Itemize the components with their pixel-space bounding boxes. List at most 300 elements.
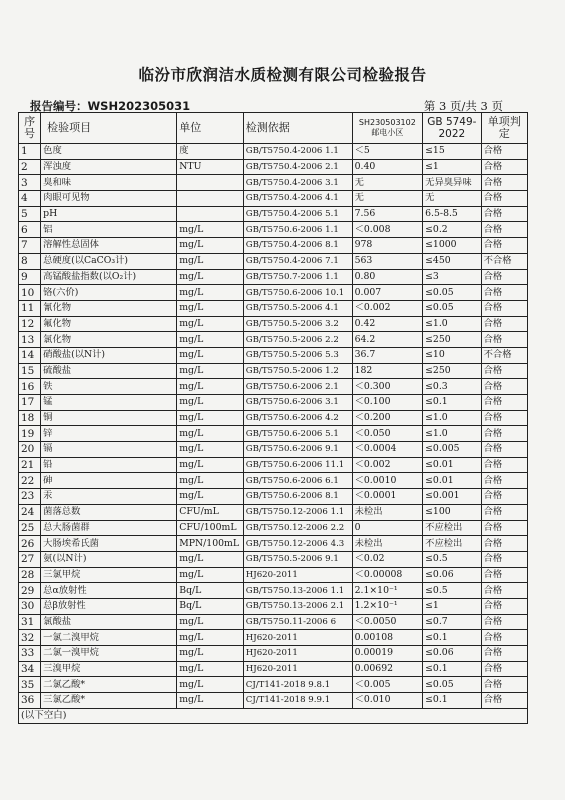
cell-seq: 33: [19, 646, 41, 662]
cell-unit: mg/L: [177, 379, 244, 395]
cell-limit: ≤1.0: [423, 426, 481, 442]
cell-judgment: 合格: [481, 457, 527, 473]
cell-limit: ≤0.7: [423, 614, 481, 630]
report-number: 报告编号：WSH202305031: [30, 99, 191, 113]
cell-basis: GB/T5750.6-2006 5.1: [243, 426, 352, 442]
cell-unit: mg/L: [177, 630, 244, 646]
cell-limit: ≤0.5: [423, 583, 481, 599]
cell-limit: ≤100: [423, 504, 481, 520]
cell-basis: GB/T5750.5-2006 5.3: [243, 347, 352, 363]
cell-basis: GB/T5750.4-2006 2.1: [243, 159, 352, 175]
cell-basis: GB/T5750.13-2006 2.1: [243, 598, 352, 614]
table-row: [19, 144, 528, 160]
cell-seq: 23: [19, 489, 41, 505]
table-row: [19, 489, 528, 505]
cell-result: ＜0.300: [352, 379, 423, 395]
cell-limit: ≤0.05: [423, 285, 481, 301]
cell-limit: ≤0.1: [423, 630, 481, 646]
cell-basis: GB/T5750.6-2006 1.1: [243, 222, 352, 238]
cell-judgment: 合格: [481, 598, 527, 614]
cell-item: 铬(六价): [41, 285, 177, 301]
table-header-row: [19, 113, 528, 144]
cell-item: 铝: [41, 222, 177, 238]
cell-judgment: 合格: [481, 693, 527, 709]
cell-basis: GB/T5750.6-2006 6.1: [243, 473, 352, 489]
cell-judgment: 合格: [481, 661, 527, 677]
cell-basis: GB/T5750.5-2006 1.2: [243, 363, 352, 379]
cell-item: 二氯一溴甲烷: [41, 646, 177, 662]
cell-seq: 29: [19, 583, 41, 599]
cell-judgment: 合格: [481, 175, 527, 191]
cell-result: 0.40: [352, 159, 423, 175]
table-row: [19, 395, 528, 411]
cell-limit: ≤0.05: [423, 677, 481, 693]
cell-unit: NTU: [177, 159, 244, 175]
cell-seq: 22: [19, 473, 41, 489]
cell-item: 硫酸盐: [41, 363, 177, 379]
cell-item: 总β放射性: [41, 598, 177, 614]
blank-below-note: (以下空白): [19, 708, 528, 724]
cell-unit: [177, 206, 244, 222]
cell-basis: CJ/T141-2018 9.9.1: [243, 693, 352, 709]
cell-seq: 36: [19, 693, 41, 709]
cell-item: 臭和味: [41, 175, 177, 191]
cell-limit: 不应检出: [423, 520, 481, 536]
cell-limit: ≤15: [423, 144, 481, 160]
report-title: 临汾市欣润洁水质检测有限公司检验报告: [138, 66, 427, 84]
page-indicator: 第 3 页/共 3 页: [423, 99, 503, 113]
header-seq: 序号: [19, 113, 41, 144]
cell-judgment: 合格: [481, 504, 527, 520]
cell-judgment: 合格: [481, 269, 527, 285]
cell-unit: mg/L: [177, 285, 244, 301]
cell-limit: ≤0.06: [423, 646, 481, 662]
cell-judgment: 合格: [481, 316, 527, 332]
cell-seq: 7: [19, 238, 41, 254]
cell-basis: GB/T5750.5-2006 9.1: [243, 551, 352, 567]
cell-unit: CFU/mL: [177, 504, 244, 520]
cell-result: 0: [352, 520, 423, 536]
cell-unit: mg/L: [177, 473, 244, 489]
cell-item: 汞: [41, 489, 177, 505]
cell-seq: 9: [19, 269, 41, 285]
header-basis: 检测依据: [243, 113, 352, 144]
cell-unit: mg/L: [177, 567, 244, 583]
cell-unit: mg/L: [177, 410, 244, 426]
table-row: [19, 442, 528, 458]
cell-result: 0.007: [352, 285, 423, 301]
cell-item: 氟化物: [41, 316, 177, 332]
cell-unit: mg/L: [177, 395, 244, 411]
cell-basis: GB/T5750.4-2006 8.1: [243, 238, 352, 254]
cell-judgment: 不合格: [481, 347, 527, 363]
cell-item: pH: [41, 206, 177, 222]
cell-basis: GB/T5750.7-2006 1.1: [243, 269, 352, 285]
cell-seq: 20: [19, 442, 41, 458]
cell-limit: ≤1.0: [423, 410, 481, 426]
cell-judgment: 合格: [481, 395, 527, 411]
cell-unit: mg/L: [177, 442, 244, 458]
cell-seq: 1: [19, 144, 41, 160]
cell-limit: ≤0.1: [423, 693, 481, 709]
cell-basis: GB/T5750.12-2006 4.3: [243, 536, 352, 552]
cell-judgment: 合格: [481, 222, 527, 238]
cell-item: 铁: [41, 379, 177, 395]
cell-limit: ≤0.06: [423, 567, 481, 583]
sample-location: 邮电小区: [371, 128, 404, 137]
table-row: [19, 677, 528, 693]
cell-limit: 不应检出: [423, 536, 481, 552]
cell-judgment: 合格: [481, 489, 527, 505]
cell-limit: ≤3: [423, 269, 481, 285]
cell-limit: ≤0.3: [423, 379, 481, 395]
cell-result: 0.00692: [352, 661, 423, 677]
cell-unit: mg/L: [177, 457, 244, 473]
cell-basis: GB/T5750.4-2006 7.1: [243, 253, 352, 269]
table-row: [19, 300, 528, 316]
cell-result: ＜5: [352, 144, 423, 160]
cell-seq: 15: [19, 363, 41, 379]
cell-limit: 无异臭异味: [423, 175, 481, 191]
cell-result: 无: [352, 175, 423, 191]
table-row: [19, 410, 528, 426]
cell-judgment: 合格: [481, 332, 527, 348]
cell-limit: 6.5-8.5: [423, 206, 481, 222]
cell-unit: mg/L: [177, 222, 244, 238]
cell-item: 色度: [41, 144, 177, 160]
cell-item: 镉: [41, 442, 177, 458]
cell-result: ＜0.010: [352, 693, 423, 709]
cell-basis: GB/T5750.13-2006 1.1: [243, 583, 352, 599]
cell-limit: ≤1: [423, 598, 481, 614]
cell-result: ＜0.0004: [352, 442, 423, 458]
cell-judgment: 合格: [481, 646, 527, 662]
cell-item: 铅: [41, 457, 177, 473]
cell-item: 大肠埃希氏菌: [41, 536, 177, 552]
table-row: [19, 646, 528, 662]
cell-item: 溶解性总固体: [41, 238, 177, 254]
cell-unit: Bq/L: [177, 583, 244, 599]
cell-limit: ≤0.01: [423, 473, 481, 489]
cell-unit: mg/L: [177, 363, 244, 379]
cell-limit: ≤1: [423, 159, 481, 175]
cell-basis: HJ620-2011: [243, 567, 352, 583]
cell-basis: HJ620-2011: [243, 661, 352, 677]
cell-result: 182: [352, 363, 423, 379]
cell-unit: mg/L: [177, 347, 244, 363]
cell-result: ＜0.0050: [352, 614, 423, 630]
cell-basis: GB/T5750.6-2006 10.1: [243, 285, 352, 301]
table-row: [19, 363, 528, 379]
cell-basis: GB/T5750.5-2006 4.1: [243, 300, 352, 316]
cell-judgment: 合格: [481, 238, 527, 254]
cell-seq: 19: [19, 426, 41, 442]
cell-item: 氯化物: [41, 332, 177, 348]
table-row: [19, 473, 528, 489]
header-unit: 单位: [177, 113, 244, 144]
cell-unit: mg/L: [177, 661, 244, 677]
cell-result: 0.80: [352, 269, 423, 285]
cell-basis: GB/T5750.4-2006 5.1: [243, 206, 352, 222]
table-row: [19, 536, 528, 552]
table-row: [19, 222, 528, 238]
table-row: [19, 551, 528, 567]
footer-row: [19, 708, 528, 724]
cell-limit: ≤0.2: [423, 222, 481, 238]
cell-basis: GB/T5750.6-2006 11.1: [243, 457, 352, 473]
cell-result: ＜0.02: [352, 551, 423, 567]
cell-unit: mg/L: [177, 253, 244, 269]
header-item: 检验项目: [41, 113, 177, 144]
table-row: [19, 175, 528, 191]
cell-result: ＜0.050: [352, 426, 423, 442]
cell-judgment: 合格: [481, 285, 527, 301]
table-row: [19, 661, 528, 677]
cell-judgment: 合格: [481, 583, 527, 599]
cell-basis: GB/T5750.6-2006 8.1: [243, 489, 352, 505]
cell-item: 氯酸盐: [41, 614, 177, 630]
table-row: [19, 630, 528, 646]
header-sample: [352, 113, 423, 144]
cell-judgment: 合格: [481, 159, 527, 175]
cell-basis: GB/T5750.6-2006 9.1: [243, 442, 352, 458]
cell-seq: 26: [19, 536, 41, 552]
cell-result: 978: [352, 238, 423, 254]
cell-unit: mg/L: [177, 269, 244, 285]
cell-item: 一氯二溴甲烷: [41, 630, 177, 646]
table-row: [19, 504, 528, 520]
cell-result: ＜0.005: [352, 677, 423, 693]
cell-basis: GB/T5750.6-2006 3.1: [243, 395, 352, 411]
cell-judgment: 合格: [481, 520, 527, 536]
cell-item: 总α放射性: [41, 583, 177, 599]
cell-unit: mg/L: [177, 489, 244, 505]
cell-seq: 30: [19, 598, 41, 614]
sample-id: SH230503102: [358, 118, 416, 127]
cell-seq: 31: [19, 614, 41, 630]
cell-item: 二氯乙酸*: [41, 677, 177, 693]
cell-limit: ≤0.5: [423, 551, 481, 567]
table-row: [19, 583, 528, 599]
cell-unit: [177, 175, 244, 191]
cell-seq: 6: [19, 222, 41, 238]
table-row: [19, 457, 528, 473]
cell-judgment: 合格: [481, 630, 527, 646]
cell-result: 0.00108: [352, 630, 423, 646]
cell-result: ＜0.200: [352, 410, 423, 426]
cell-result: ＜0.002: [352, 457, 423, 473]
table-row: [19, 567, 528, 583]
table-row: [19, 159, 528, 175]
cell-limit: 无: [423, 191, 481, 207]
cell-limit: ≤0.001: [423, 489, 481, 505]
cell-seq: 35: [19, 677, 41, 693]
cell-basis: GB/T5750.12-2006 1.1: [243, 504, 352, 520]
cell-item: 氰化物: [41, 300, 177, 316]
cell-unit: mg/L: [177, 614, 244, 630]
cell-seq: 18: [19, 410, 41, 426]
cell-item: 总硬度(以CaCO₃计): [41, 253, 177, 269]
cell-basis: GB/T5750.11-2006 6: [243, 614, 352, 630]
cell-item: 氨(以N计): [41, 551, 177, 567]
cell-unit: 度: [177, 144, 244, 160]
cell-seq: 5: [19, 206, 41, 222]
cell-item: 菌落总数: [41, 504, 177, 520]
cell-seq: 25: [19, 520, 41, 536]
cell-item: 总大肠菌群: [41, 520, 177, 536]
cell-seq: 17: [19, 395, 41, 411]
cell-result: 无: [352, 191, 423, 207]
cell-limit: ≤0.01: [423, 457, 481, 473]
cell-limit: ≤250: [423, 332, 481, 348]
cell-unit: mg/L: [177, 238, 244, 254]
cell-result: 未检出: [352, 536, 423, 552]
table-row: [19, 206, 528, 222]
cell-seq: 14: [19, 347, 41, 363]
cell-judgment: 合格: [481, 300, 527, 316]
cell-basis: CJ/T141-2018 9.8.1: [243, 677, 352, 693]
cell-result: 563: [352, 253, 423, 269]
cell-judgment: 合格: [481, 442, 527, 458]
cell-item: 锰: [41, 395, 177, 411]
header-standard: GB 5749-2022: [423, 113, 481, 144]
cell-result: ＜0.002: [352, 300, 423, 316]
cell-unit: mg/L: [177, 693, 244, 709]
cell-basis: GB/T5750.4-2006 1.1: [243, 144, 352, 160]
cell-limit: ≤1.0: [423, 316, 481, 332]
cell-judgment: 合格: [481, 379, 527, 395]
cell-basis: HJ620-2011: [243, 630, 352, 646]
cell-result: 7.56: [352, 206, 423, 222]
cell-item: 高锰酸盐指数(以O₂计): [41, 269, 177, 285]
cell-judgment: 合格: [481, 426, 527, 442]
cell-judgment: 合格: [481, 144, 527, 160]
cell-result: 1.2×10⁻¹: [352, 598, 423, 614]
table-row: [19, 238, 528, 254]
cell-basis: GB/T5750.4-2006 4.1: [243, 191, 352, 207]
table-row: [19, 191, 528, 207]
cell-limit: ≤250: [423, 363, 481, 379]
cell-unit: mg/L: [177, 426, 244, 442]
cell-result: 未检出: [352, 504, 423, 520]
cell-basis: GB/T5750.4-2006 3.1: [243, 175, 352, 191]
cell-judgment: 合格: [481, 614, 527, 630]
cell-item: 三溴甲烷: [41, 661, 177, 677]
cell-item: 三氯甲烷: [41, 567, 177, 583]
cell-basis: HJ620-2011: [243, 646, 352, 662]
cell-basis: GB/T5750.6-2006 4.2: [243, 410, 352, 426]
cell-result: 36.7: [352, 347, 423, 363]
cell-unit: [177, 191, 244, 207]
cell-seq: 2: [19, 159, 41, 175]
cell-judgment: 合格: [481, 551, 527, 567]
cell-limit: ≤0.005: [423, 442, 481, 458]
table-row: [19, 269, 528, 285]
cell-limit: ≤10: [423, 347, 481, 363]
cell-item: 锌: [41, 426, 177, 442]
cell-unit: mg/L: [177, 646, 244, 662]
cell-result: ＜0.0010: [352, 473, 423, 489]
table-row: [19, 253, 528, 269]
cell-judgment: 合格: [481, 191, 527, 207]
header-judgment: 单项判定: [481, 113, 527, 144]
cell-seq: 4: [19, 191, 41, 207]
cell-unit: CFU/100mL: [177, 520, 244, 536]
table-row: [19, 426, 528, 442]
inspection-table: [18, 112, 528, 724]
cell-judgment: 合格: [481, 206, 527, 222]
cell-result: ＜0.00008: [352, 567, 423, 583]
cell-result: 64.2: [352, 332, 423, 348]
cell-seq: 21: [19, 457, 41, 473]
cell-item: 硝酸盐(以N计): [41, 347, 177, 363]
cell-judgment: 不合格: [481, 253, 527, 269]
cell-seq: 24: [19, 504, 41, 520]
cell-seq: 32: [19, 630, 41, 646]
cell-judgment: 合格: [481, 677, 527, 693]
cell-seq: 34: [19, 661, 41, 677]
table-row: [19, 332, 528, 348]
cell-result: ＜0.008: [352, 222, 423, 238]
cell-unit: MPN/100mL: [177, 536, 244, 552]
cell-judgment: 合格: [481, 536, 527, 552]
cell-limit: ≤0.1: [423, 395, 481, 411]
cell-judgment: 合格: [481, 410, 527, 426]
cell-basis: GB/T5750.5-2006 2.2: [243, 332, 352, 348]
table-row: [19, 285, 528, 301]
cell-item: 浑浊度: [41, 159, 177, 175]
cell-seq: 11: [19, 300, 41, 316]
cell-basis: GB/T5750.6-2006 2.1: [243, 379, 352, 395]
cell-seq: 12: [19, 316, 41, 332]
cell-result: ＜0.100: [352, 395, 423, 411]
cell-seq: 10: [19, 285, 41, 301]
cell-seq: 13: [19, 332, 41, 348]
table-row: [19, 347, 528, 363]
cell-seq: 16: [19, 379, 41, 395]
table-row: [19, 693, 528, 709]
table-row: [19, 316, 528, 332]
cell-limit: ≤0.05: [423, 300, 481, 316]
table-row: [19, 614, 528, 630]
cell-unit: mg/L: [177, 551, 244, 567]
cell-limit: ≤1000: [423, 238, 481, 254]
cell-limit: ≤450: [423, 253, 481, 269]
cell-unit: mg/L: [177, 332, 244, 348]
cell-basis: GB/T5750.5-2006 3.2: [243, 316, 352, 332]
cell-result: 2.1×10⁻¹: [352, 583, 423, 599]
cell-judgment: 合格: [481, 567, 527, 583]
cell-result: ＜0.0001: [352, 489, 423, 505]
cell-item: 铜: [41, 410, 177, 426]
cell-unit: mg/L: [177, 300, 244, 316]
cell-item: 三氯乙酸*: [41, 693, 177, 709]
cell-limit: ≤0.1: [423, 661, 481, 677]
cell-basis: GB/T5750.12-2006 2.2: [243, 520, 352, 536]
cell-seq: 3: [19, 175, 41, 191]
cell-unit: mg/L: [177, 316, 244, 332]
cell-seq: 27: [19, 551, 41, 567]
cell-item: 砷: [41, 473, 177, 489]
cell-item: 肉眼可见物: [41, 191, 177, 207]
table-row: [19, 379, 528, 395]
cell-result: 0.42: [352, 316, 423, 332]
cell-unit: Bq/L: [177, 598, 244, 614]
cell-seq: 8: [19, 253, 41, 269]
cell-seq: 28: [19, 567, 41, 583]
cell-unit: mg/L: [177, 677, 244, 693]
cell-judgment: 合格: [481, 363, 527, 379]
